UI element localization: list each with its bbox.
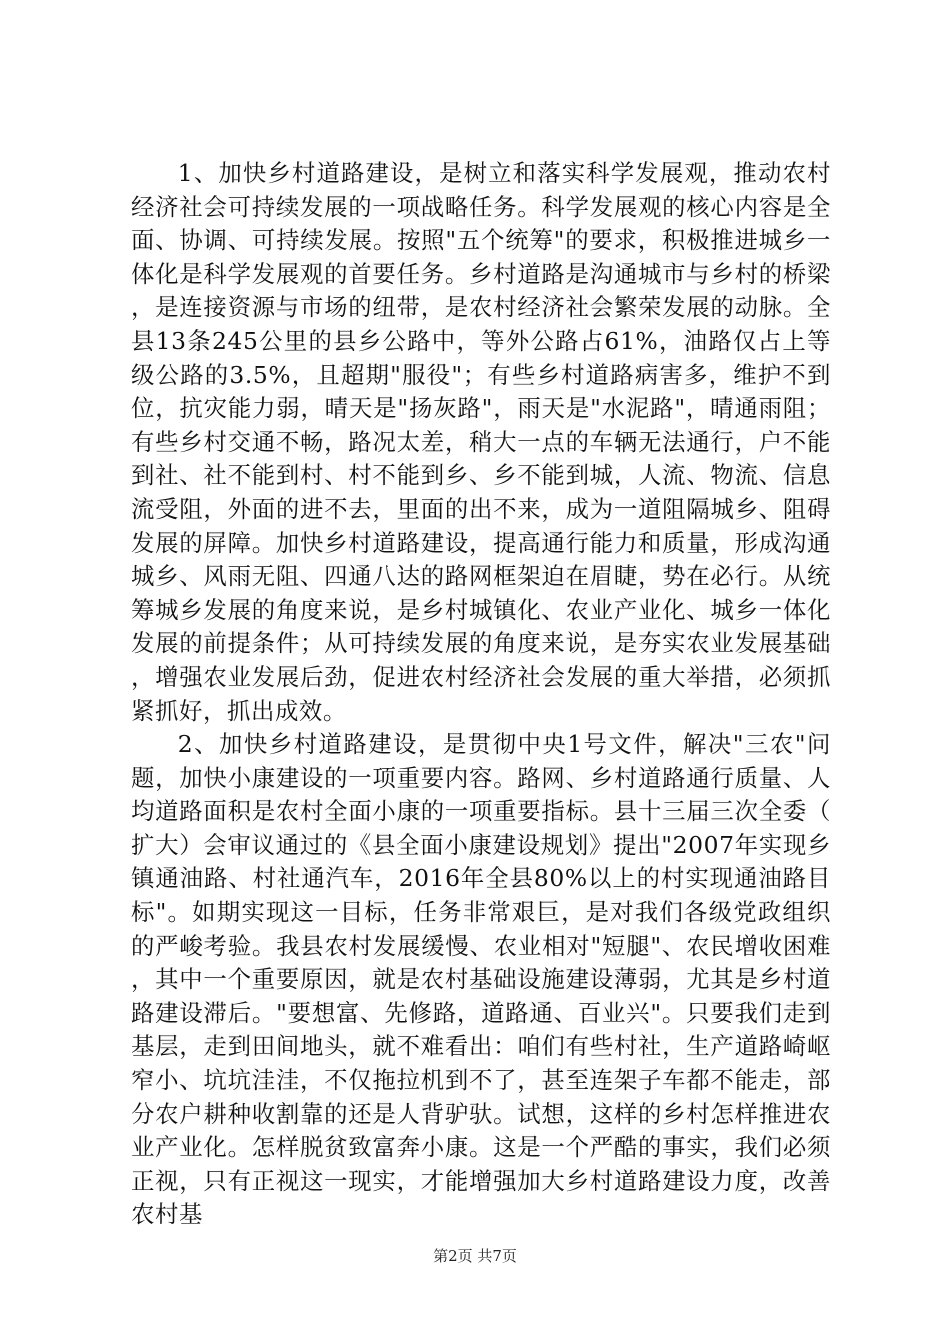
paragraph-2: 2、加快乡村道路建设，是贯彻中央1号文件，解决"三农"问题，加快小康建设的一项重要内容。路网、乡村道路通行质量、人均道路面积是农村全面小康的一项重要指标。县十三届三次全委（扩大）会审议通过的《县全面小康建设规划》提出"2007年实现乡镇通油路、村社通汽车，2016年全县80%以上的村实现通油路目标"。如期实现这一目标，任务非常艰巨，是对我们各级党政组织的严峻考验。我县农村发展缓慢、农业相对"短腿"、农民增收困难，其中一个重要原因，就是农村基础设施建设薄弱，尤其是乡村道路建设滞后。"要想富、先修路，道路通、百业兴"。只要我们走到基层，走到田间地头，就不难看出：咱们有些村社，生产道路崎岖窄小、坑坑洼洼，不仅拖拉机到不了，甚至连架子车都不能走，部分农户耕种收割靠的还是人背驴驮。试想，这样的乡村怎样推进农业产业化。怎样脱贫致富奔小康。这是一个严酷的事实，我们必须正视，只有正视这一现实，才能增强加大乡村道路建设力度，改善农村基 — [131, 730, 831, 1229]
paragraph-1: 1、加快乡村道路建设，是树立和落实科学发展观，推动农村经济社会可持续发展的一项战略任务。科学发展观的核心内容是全面、协调、可持续发展。按照"五个统筹"的要求，积极推进城乡一体化是科学发展观的首要任务。乡村道路是沟通城市与乡村的桥梁，是连接资源与市场的纽带，是农村经济社会繁荣发展的动脉。全县13条245公里的县乡公路中，等外公路占61%，油路仅占上等级公路的3.5%，且超期"服役"；有些乡村道路病害多，维护不到位，抗灾能力弱，晴天是"扬灰路"，雨天是"水泥路"，晴通雨阻；有些乡村交通不畅，路况太差，稍大一点的车辆无法通行，户不能到社、社不能到村、村不能到乡、乡不能到城，人流、物流、信息流受阻，外面的进不去，里面的出不来，成为一道阻隔城乡、阻碍发展的屏障。加快乡村道路建设，提高通行能力和质量，形成沟通城乡、风雨无阻、四通八达的路网框架迫在眉睫，势在必行。从统筹城乡发展的角度来说，是乡村城镇化、农业产业化、城乡一体化发展的前提条件；从可持续发展的角度来说，是夯实农业发展基础，增强农业发展后劲，促进农村经济社会发展的重大举措，必须抓紧抓好，抓出成效。 — [131, 159, 831, 725]
page-footer: 第2页 共7页 — [433, 1247, 517, 1265]
body-text — [131, 157, 831, 1232]
